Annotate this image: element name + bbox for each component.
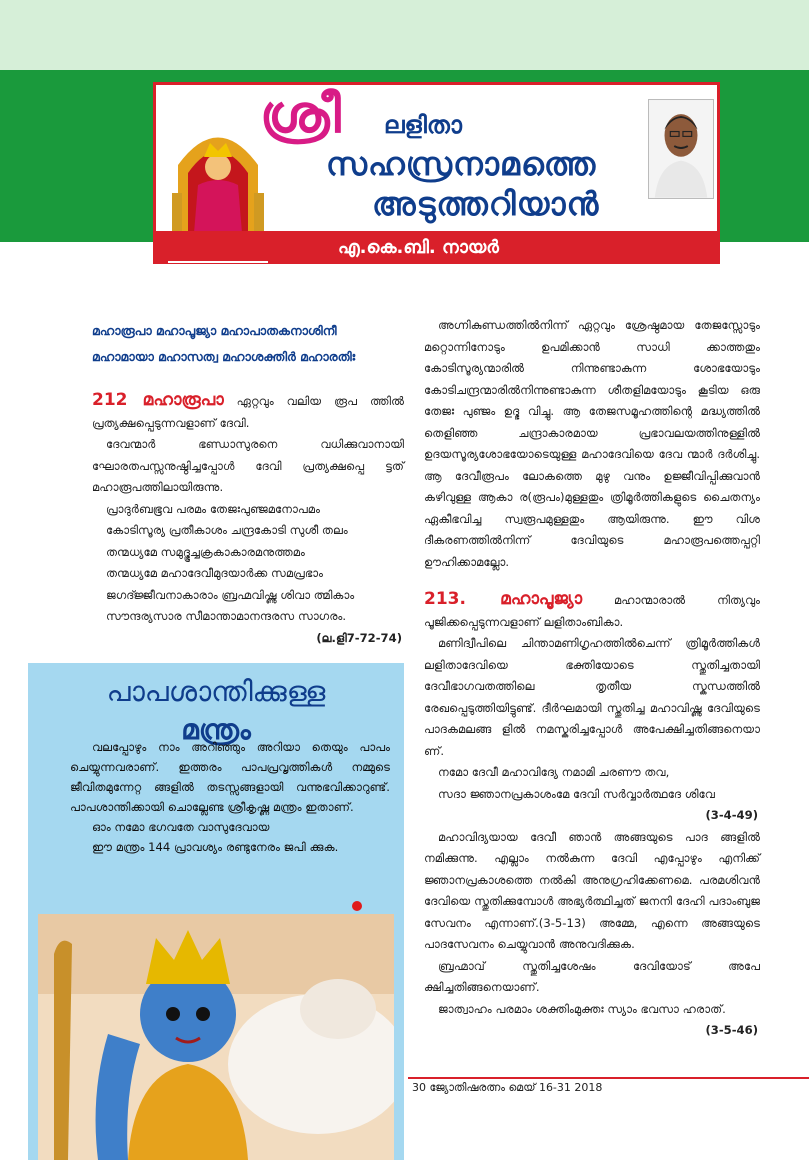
section-213-intro: മഹാന്മാരാൽ നിത്യവും പൂജിക്കപ്പെടുന്നവളാണ് ലളിതാംബികാ. bbox=[424, 593, 760, 629]
verse-line: സദാ ജ്ഞാനപ്രകാശംമേ ദേവി സർവ്വാർത്ഥദേ ശിവേ bbox=[438, 786, 715, 801]
right-column bbox=[424, 315, 760, 1042]
paragraph: മണിദ്വീപിലെ ചിന്താമണിഗൃഹത്തിൽചെന്ന് ത്രിമൂർത്തികൾ ലളിതാദേവിയെ ഭക്തിയോടെ സ്തുതിച്ചതായി ദേവീഭാഗവതത്തിലെ തൃതീയ സ്കന്ധത്തിൽ രേഖപ്പെടുത്തിയിട്ടുണ്ട്. ദീർഘമായി സ്തുതിച്ച മഹാവിഷ്ണു ദേവിയുടെ പാദകമലങ്ങ ളിൽ നമസ്കരിച്ചപ്പോൾ അപേക്ഷിച്ചതിങ്ങനെയാ ണ്. bbox=[424, 636, 760, 758]
footer-rule bbox=[408, 1077, 809, 1079]
section-213 bbox=[424, 589, 760, 633]
author-stripe bbox=[156, 231, 717, 261]
verse-line: നമോ ദേവീ മഹാവിദ്യേ നമാമി ചരണൗ തവ, bbox=[438, 765, 670, 779]
verse-line: ജഗദ്ജ്ജീവനാകാരാം ബ്രഹ്മവിഷ്ണു ശിവാ ത്മികാം bbox=[106, 587, 355, 602]
red-dot bbox=[352, 901, 362, 911]
box-paragraph: വലപ്പോഴും നാം അറിഞ്ഞും അറിയാ തെയും പാപം ചെയ്യുന്നവരാണ്. ഇത്തരം പാപപ്രവൃത്തികൾ നമ്മുടെ ജീവിതമുന്നേറ്റ ങ്ങളിൽ തടസ്സങ്ങളായി വന്നുഭവിക്കാറുണ്ട്. പാപശാന്തിക്കായി ചൊല്ലേണ്ട ശ്രീകൃഷ്ണ മന്ത്രം ഇതാണ്. bbox=[70, 740, 390, 814]
verse-line: തന്മധ്യമേ മഹാദേവീമുദയാർക്ക സമപ്രഭാം bbox=[106, 566, 324, 580]
verse-reference: (ല.ളി7-72-74) bbox=[316, 630, 402, 645]
title-line-2: സഹസ്രനാമത്തെ bbox=[326, 145, 597, 183]
left-column bbox=[92, 318, 404, 649]
verse-line: തന്മധ്യമേ സമുദ്ഭൂച്ചക്രകാകാരമനുത്തമം bbox=[106, 544, 305, 559]
author-photo bbox=[648, 99, 714, 199]
title-lalitha: ലളിതാ bbox=[384, 111, 462, 139]
verse-reference: (3-4-49) bbox=[705, 808, 758, 822]
section-212-intro: ഏറ്റവും വലിയ രൂപ ത്തിൽ പ്രത്യക്ഷപ്പെടുന്നവളാണ് ദേവി. bbox=[92, 394, 404, 430]
section-212-number: 212 മഹാരൂപാ bbox=[92, 390, 224, 410]
verse-reference: (3-5-46) bbox=[705, 1023, 758, 1037]
article-header bbox=[153, 82, 720, 264]
box-paragraph: ഈ മന്ത്രം 144 പ്രാവശ്യം രണ്ടുനേരം ജപി ക്കുക. bbox=[92, 840, 339, 854]
verse-line: കോടിസൂര്യ പ്രതീകാശം ചന്ദ്രകോടി സുശീ തലം bbox=[106, 523, 348, 537]
mantra-box bbox=[28, 663, 404, 1160]
box-title-line-2: മന്ത്രം bbox=[181, 713, 251, 746]
box-text bbox=[70, 737, 390, 857]
title-line-3: അടുത്തറിയാൻ bbox=[372, 185, 600, 223]
top-band bbox=[0, 0, 809, 70]
paragraph: മഹാവിദ്യയായ ദേവീ ഞാൻ അങ്ങയുടെ പാദ ങ്ങളിൽ നമിക്കുന്നു. എല്ലാം നൽകുന്ന ദേവി എപ്പോഴും എനിക്ക് ജ്ഞാനപ്രകാശത്തെ നൽകി അനുഗ്രഹിക്കേണമെ. പരമശിവൻ ദേവിയെ സ്തുതിക്കുമ്പോൾ അഭ്യർത്ഥിച്ചത് ജനനി ദേഹി പദാംബുജ സേവനം എന്നാണ്.(3-5-13) അമ്മേ, എന്നെ അങ്ങയുടെ പാദസേവനം ചെയ്യുവാൻ അനുവദിക്കുക. bbox=[424, 829, 760, 951]
paragraph: ജാത്വാഹം പരമാം ശക്തിംമുക്തഃ സ്യാം ഭവസാ ഹരാത്. bbox=[438, 1001, 726, 1016]
paragraph: ദേവന്മാർ ഭണ്ഡാസുരനെ വധിക്കുവാനായി ഘോരതപസ്സനുഷ്ഠിച്ചപ്പോൾ ദേവി പ്രത്യക്ഷപ്പെ ട്ടത് മഹാരൂപത്തിലായിരുന്നു. bbox=[92, 437, 404, 494]
mantra-line-2: മഹാമായാ മഹാസത്വ മഹാശക്തിർ മഹാരതിഃ bbox=[92, 349, 356, 364]
verse-line: സൗന്ദര്യസാര സീമാന്താമാനന്ദരസ സാഗരം. bbox=[106, 609, 347, 623]
verse-line: പ്രാദുർബഭൂവ പരമം തേജഃപുഞ്ജമനോപമം bbox=[106, 501, 320, 516]
box-mantra: ഓം നമോ ഭഗവതേ വാസുദേവായ bbox=[92, 820, 270, 834]
krishna-image bbox=[38, 914, 394, 1160]
box-title-line-1: പാപശാന്തിക്കുള്ള bbox=[106, 675, 326, 708]
paragraph: ബ്രഹ്മാവ് സ്തുതിച്ചശേഷം ദേവിയോട് അപേ ക്ഷിച്ചതിങ്ങനെയാണ്. bbox=[424, 958, 760, 994]
page-footer: 30 ജ്യോതിഷരത്നം മെയ് 16-31 2018 bbox=[412, 1081, 603, 1094]
author-name: എ.കെ.ബി. നായർ bbox=[338, 237, 499, 258]
mantra-line-1: മഹാരൂപാ മഹാപൂജ്യാ മഹാപാതകനാശിനീ bbox=[92, 323, 337, 338]
section-212 bbox=[92, 390, 404, 434]
section-213-number: 213. മഹാപൂജ്യാ bbox=[424, 589, 583, 609]
paragraph: അഗ്നികുണ്ഡത്തിൽനിന്ന് ഏറ്റവും ശ്രേഷ്ഠമായ തേജസ്സോടും മറ്റൊന്നിനോടും ഉപമിക്കാൻ സാധി ക്കാത്തതും കോടിസൂര്യന്മാരിൽ നിന്നുണ്ടാകുന്ന ശോഭയോടും കോടിചന്ദ്രന്മാരിൽനിന്നുണ്ടാകുന്ന ശീതളിമയോടും കൂടിയ ഒരു തേജഃ പുഞ്ജം ഉദ്ഭ വിച്ചു. ആ തേജസമൂഹത്തിന്റെ മദ്ധ്യത്തിൽ തെളിഞ്ഞ ചന്ദ്രാകാരമായ പ്രഭാവലയത്തിനുള്ളിൽ ഉദയസൂര്യശോഭയോടെയുള്ള മഹാദേവിയെ ദേവ ന്മാർ ദർശിച്ചു. ആ ദേവീരൂപം ലോകത്തെ മുഴു വനും ഉജ്ജീവിപ്പിക്കുവാൻ കഴിവുള്ള ആകാ ര(രൂപം)മുള്ളതും ത്രിമൂർത്തികളുടെ ചൈതന്യം ഏകീഭവിച്ച സ്വരൂപമുള്ളതും ആയിരുന്നു. ഈ വിശ ദീകരണത്തിൽനിന്ന് ദേവിയുടെ മഹാരൂപത്തെപ്പറ്റി ഊഹിക്കാമല്ലോ. bbox=[424, 318, 760, 569]
title-sree: ശ്രീ bbox=[260, 85, 341, 145]
